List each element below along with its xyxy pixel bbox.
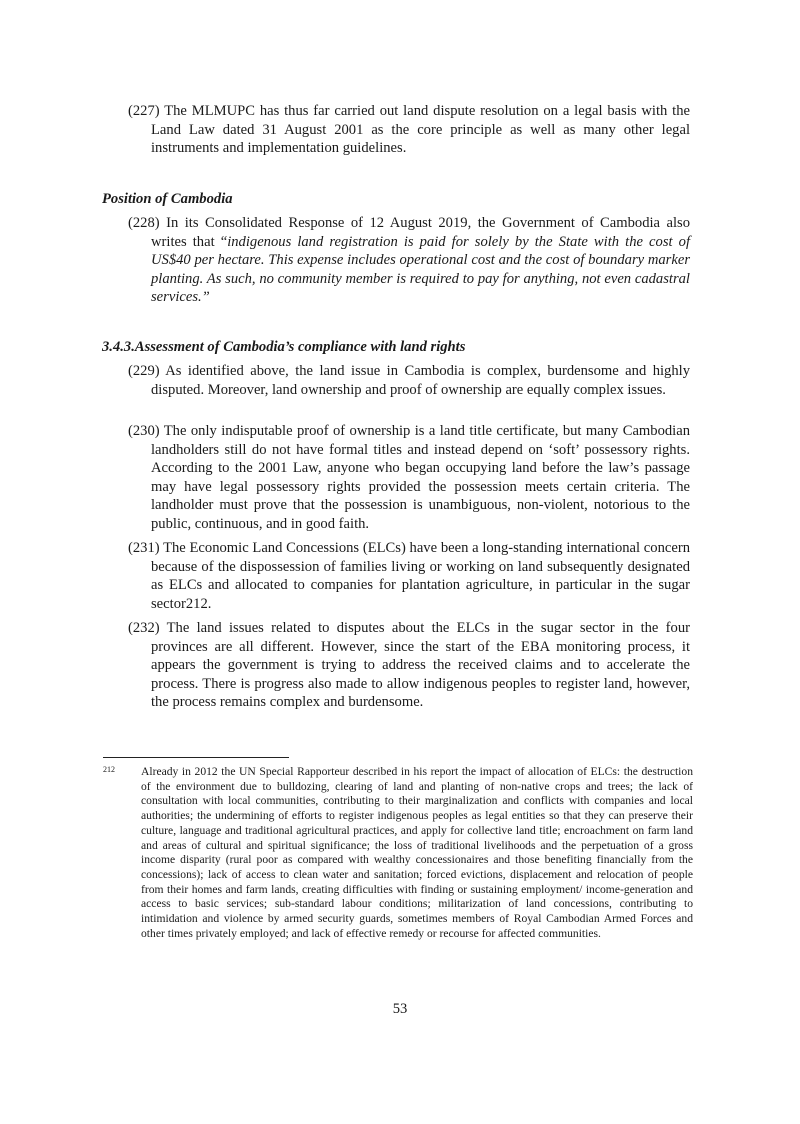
page-number: 53 bbox=[392, 1001, 408, 1017]
paragraph-231: (231) The Economic Land Concessions (ELCs) have been a long-standing international concern because of the dispossession of families living or working on land subsequently designated as ELCs and allocated to companies for plantation agriculture, in particular in the sugar sector212. bbox=[128, 540, 690, 612]
paragraph-227: (227) The MLMUPC has thus far carried out land dispute resolution on a legal basis with the Land Law dated 31 August 2001 as the core principle as well as many other legal instruments and implementation guidelines. bbox=[128, 103, 690, 157]
section-heading-position-of-cambodia: Position of Cambodia bbox=[102, 191, 233, 207]
paragraph-228 bbox=[128, 214, 690, 307]
paragraph-228-close: ” bbox=[201, 289, 210, 306]
section-heading-assessment: 3.4.3.Assessment of Cambodia’s compliance with land rights bbox=[102, 339, 466, 355]
paragraph-230: (230) The only indisputable proof of ownership is a land title certificate, but many Cambodian landholders still do not have formal titles and instead depend on ‘soft’ possessory rights. According to the 2001 Law, anyone who began occupying land before the law’s passage may have legal possessory rights provided the possession meets certain criteria. The landholder must prove that the possession is unambiguous, non-violent, notorious to the public, continuous, and in good faith. bbox=[128, 423, 690, 532]
paragraph-229: (229) As identified above, the land issue in Cambodia is complex, burdensome and highly disputed. Moreover, land ownership and proof of ownership are equally complex issues. bbox=[128, 363, 690, 398]
footnote-separator bbox=[103, 757, 289, 758]
paragraph-232: (232) The land issues related to disputes about the ELCs in the sugar sector in the four provinces are all different. However, since the start of the EBA monitoring process, it appears the government is trying to address the received claims and to accelerate the process. There is progress also made to allow indigenous peoples to register land, however, the process remains complex and burdensome. bbox=[128, 620, 690, 711]
paragraph-228-quote: indigenous land registration is paid for solely by the State with the cost of US$40 per hectare. This expense includes operational cost and the cost of boundary marker planting. As such, no community member is required to pay for anything, not even cadastral services. bbox=[151, 233, 691, 306]
footnote-marker: 212 bbox=[103, 765, 115, 774]
footnote-212 bbox=[103, 765, 693, 941]
paragraph-228-intro: (228) In its Consolidated Response of 12 August 2019, the Government of Cambodia also writes that “ bbox=[128, 215, 690, 250]
footnote-text: Already in 2012 the UN Special Rapporteur described in his report the impact of allocation of ELCs: the destruction of the environment due to bulldozing, clearing of land and planting of non-native crops and trees; the lack of consultation with local communities, contributing to their marginalization and conflicts with companies and local authorities; the undermining of efforts to register indigenous peoples as legal entities so that they can preserve their culture, language and traditional agricultural practices, and apply for collective land title; encroachment on farm land and areas of cultural and spiritual significance; the loss of traditional livelihoods and the perpetuation of a gross income disparity (rural poor as compared with wealthy concessionaires and those benefiting financially from the concessions); lack of access to clean water and sanitation; forced evictions, displacement and relocation of people from their homes and farm lands, creating difficulties with finding or sustaining employment/ income-generation and access to basic services; sub-standard labour conditions; militarization of land concessions, contributing to intimidation and violence by armed security guards, sometimes members of Royal Cambodian Armed Forces and other times privately employed; and lack of effective remedy or recourse for affected communities. bbox=[141, 765, 693, 940]
